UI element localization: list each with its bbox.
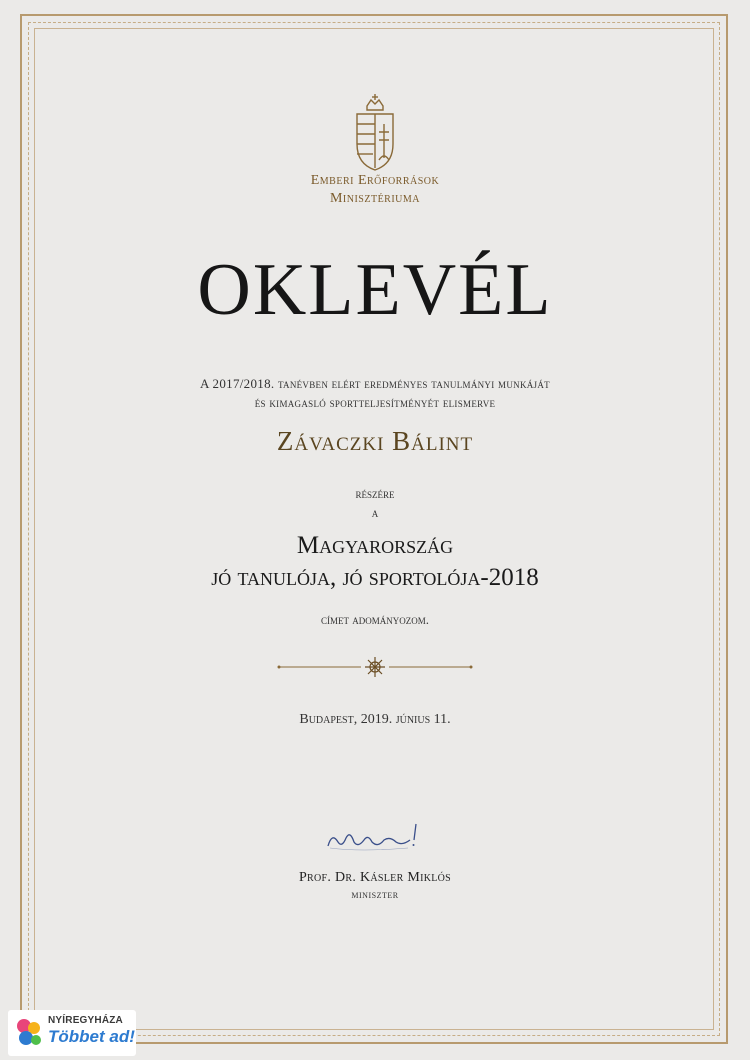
award-title	[0, 530, 750, 594]
logo-slogan: Többet ad!	[48, 1027, 135, 1046]
ministry-line-1: Emberi Erőforrások	[310, 173, 440, 188]
nyiregyhaza-logo	[8, 1010, 136, 1056]
logo-city: NYÍREGYHÁZA	[48, 1015, 123, 1026]
intro-line-1: A 2017/2018. tanévben elért eredményes tanulmányi munkáját	[200, 376, 550, 391]
signer-name: Prof. Dr. Kásler Miklós	[298, 870, 452, 885]
awarding-text: címet adományozom.	[321, 612, 429, 627]
intro-text	[0, 374, 750, 412]
intro-line-2: és kimagasló sportteljesítményét elismerve	[254, 395, 496, 410]
award-line-1: Magyarország	[296, 532, 454, 559]
award-line-2: jó tanulója, jó sportolója-2018	[211, 564, 539, 591]
ornament-divider	[0, 656, 750, 683]
reszere-line-2: a	[371, 505, 379, 520]
ministry-line-2: Minisztériuma	[329, 191, 421, 206]
hungarian-coat-of-arms	[0, 94, 750, 177]
ministry-name	[0, 172, 750, 208]
signer-role: miniszter	[351, 889, 399, 901]
handwritten-signature	[0, 818, 750, 863]
place-and-date: Budapest, 2019. június 11.	[299, 712, 451, 727]
reszere-line-1: részére	[355, 486, 395, 501]
reszere-text	[0, 484, 750, 522]
document-title: OKLEVÉL	[197, 249, 553, 331]
recipient-name: Závaczki Bálint	[276, 426, 474, 456]
